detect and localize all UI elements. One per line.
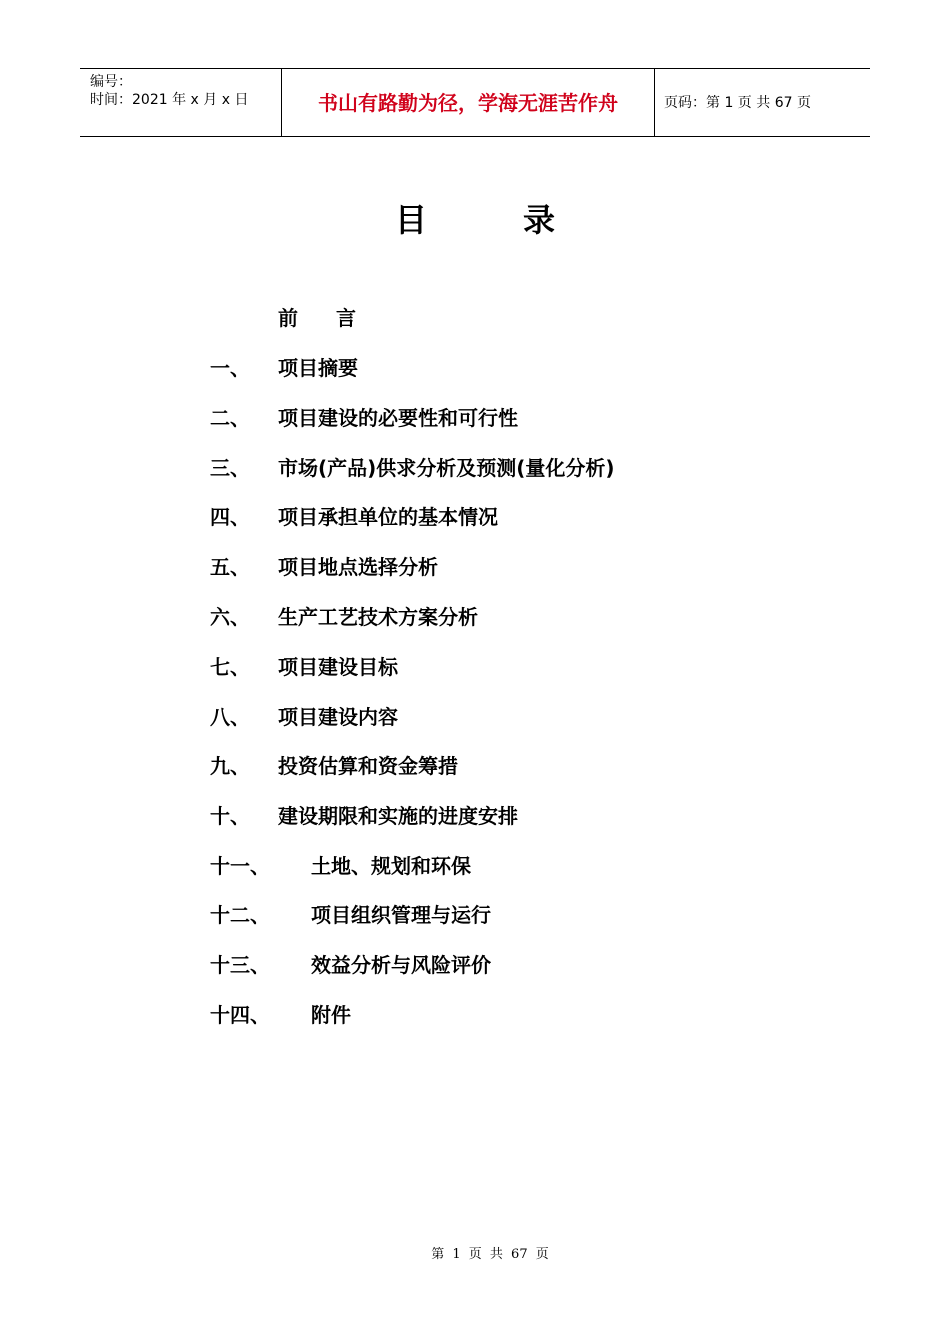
toc-item-number: 十、: [210, 804, 250, 828]
header-right-cell: [654, 69, 870, 136]
toc-item: [0, 851, 950, 881]
toc-item: [0, 502, 950, 532]
toc-item-text: 项目建设目标: [278, 655, 398, 679]
toc-item-text: 项目建设的必要性和可行性: [278, 406, 518, 430]
toc-item-text: 效益分析与风险评价: [311, 953, 491, 977]
page-footer: 第 1 页 共 67 页: [431, 1247, 549, 1262]
toc-item-number: 九、: [210, 754, 250, 778]
toc-item: [0, 602, 950, 632]
header-middle-cell: [281, 69, 655, 136]
toc-item-number: 十一、: [210, 854, 270, 878]
toc-item: [0, 950, 950, 980]
toc-item: [0, 900, 950, 930]
toc-item-number: 二、: [210, 406, 250, 430]
toc-item-number: 三、: [210, 456, 250, 480]
header-motto: 书山有路勤为径，学海无涯苦作舟: [318, 91, 618, 115]
document-date-label: 时间：2021 年 x 月 x 日: [90, 92, 249, 108]
toc-item: [0, 353, 950, 383]
toc-item-text: 项目摘要: [278, 356, 358, 380]
toc-item-text: 建设期限和实施的进度安排: [278, 804, 518, 828]
page-title: 目录: [394, 201, 651, 239]
header-page-info: 页码：第 1 页 共 67 页: [664, 95, 811, 111]
toc-item: [0, 453, 950, 483]
toc-item: [0, 702, 950, 732]
toc-item-number: 五、: [210, 555, 250, 579]
toc-item-number: 十三、: [210, 953, 270, 977]
toc-item: [0, 303, 950, 333]
toc-item-number: 四、: [210, 505, 250, 529]
toc-item-text: 项目承担单位的基本情况: [278, 505, 498, 529]
toc-item-text: 前言: [278, 306, 394, 330]
toc-item-number: 七、: [210, 655, 250, 679]
toc-item-text: 土地、规划和环保: [311, 854, 471, 878]
toc-item-text: 市场(产品)供求分析及预测(量化分析): [278, 456, 615, 480]
document-header: [80, 68, 870, 137]
document-number-label: 编号：: [90, 74, 132, 90]
toc-item: [0, 751, 950, 781]
toc-item-number: 十二、: [210, 903, 270, 927]
toc-item-text: 附件: [311, 1003, 351, 1027]
toc-item-text: 生产工艺技术方案分析: [278, 605, 478, 629]
toc-item-text: 投资估算和资金筹措: [278, 754, 458, 778]
toc-item-text: 项目组织管理与运行: [311, 903, 491, 927]
toc-item-text: 项目地点选择分析: [278, 555, 438, 579]
toc-item-number: 八、: [210, 705, 250, 729]
toc-item-number: 十四、: [210, 1003, 270, 1027]
toc-item: [0, 652, 950, 682]
toc-item: [0, 801, 950, 831]
toc-item-number: 一、: [210, 356, 250, 380]
toc-item-text: 项目建设内容: [278, 705, 398, 729]
toc-item-number: 六、: [210, 605, 250, 629]
toc-item: [0, 403, 950, 433]
toc-item: [0, 552, 950, 582]
toc-item: [0, 1000, 950, 1030]
header-left-cell: [80, 69, 281, 136]
